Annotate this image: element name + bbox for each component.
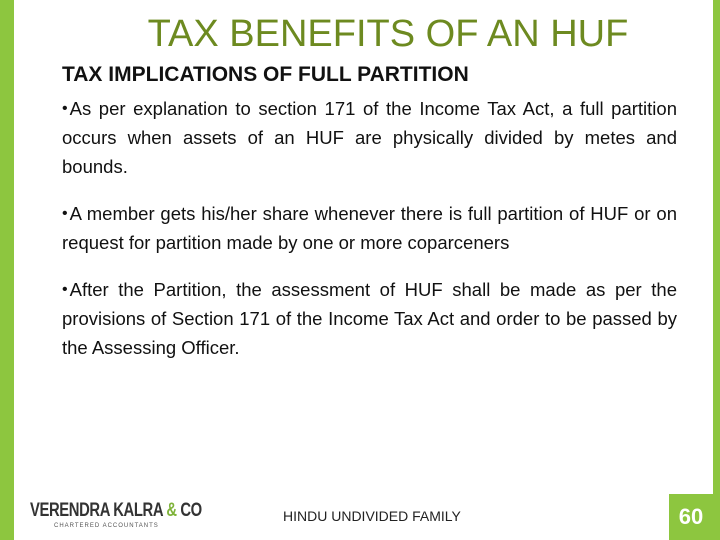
footer-text: HINDU UNDIVIDED FAMILY — [283, 508, 461, 524]
page-number-badge: 60 — [669, 494, 713, 540]
bullet-item — [62, 275, 677, 362]
company-logo — [30, 500, 250, 530]
bullet-text: As per explanation to section 171 of the Income Tax Act, a full partition occurs when assets of an HUF are physically divided by metes and bounds. — [62, 98, 677, 177]
bullet-dot-icon: • — [62, 205, 68, 222]
bullet-text: A member gets his/her share whenever there is full partition of HUF or on request for partition made by one or more coparceners — [62, 203, 677, 253]
bullet-list — [62, 94, 677, 380]
bullet-item — [62, 94, 677, 181]
logo-name-part2: CO — [176, 500, 202, 521]
logo-name — [30, 500, 202, 522]
bullet-item — [62, 199, 677, 257]
slide-subtitle: TAX IMPLICATIONS OF FULL PARTITION — [62, 63, 469, 86]
logo-name-part1: VERENDRA KALRA — [30, 500, 167, 521]
right-accent-bar — [713, 0, 720, 540]
logo-subtitle: CHARTERED ACCOUNTANTS — [54, 523, 159, 529]
logo-ampersand: & — [166, 500, 177, 521]
bullet-dot-icon: • — [62, 281, 68, 298]
slide-title: TAX BENEFITS OF AN HUF — [147, 13, 629, 55]
left-accent-bar — [0, 0, 14, 540]
bullet-dot-icon: • — [62, 100, 68, 117]
bullet-text: After the Partition, the assessment of HUF shall be made as per the provisions of Section 171 of the Income Tax Act and order to be passed by the Assessing Officer. — [62, 279, 677, 358]
